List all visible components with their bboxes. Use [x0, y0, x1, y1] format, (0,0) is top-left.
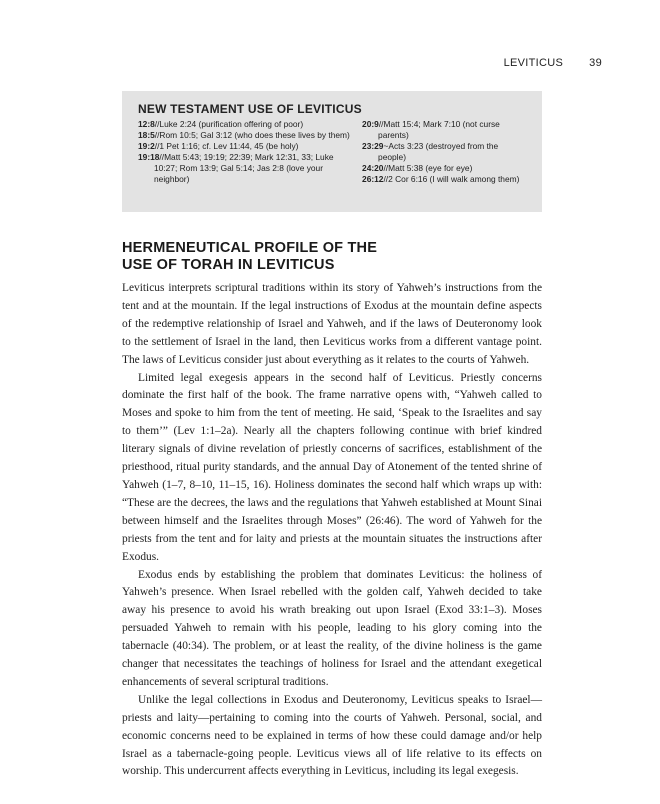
reference-text: //Luke 2:24 (purification offering of poor) [154, 119, 304, 129]
nt-use-sidebar [122, 91, 542, 212]
reference-text: //2 Cor 6:16 (I will walk among them) [383, 174, 520, 184]
reference-entry [362, 141, 528, 163]
reference-entry [138, 141, 356, 152]
reference-text: ~Acts 3:23 (destroyed from the people) [378, 141, 499, 162]
reference-verse: 12:8 [138, 119, 155, 129]
body-paragraph: Exodus ends by establishing the problem that dominates Leviticus: the holiness of Yahweh’s presence. When Israel rebelled with the golden calf, Yahweh decided to take away his presence to avoid his wrath breaking out upon Israel (Exod 33:1–3). Moses persuaded Yahweh to remain with his people, leading to his glory coming into the tabernacle (40:34). The problem, or at least the reality, of the divine holiness is the game changer that necessitates the teachings of holiness for Israel and the attendant exegetical enhancements of several scriptural traditions. [122, 568, 542, 688]
body-text [122, 280, 542, 781]
reference-verse: 20:9 [362, 119, 379, 129]
body-paragraph: Leviticus interprets scriptural traditions within its story of Yahweh’s instructions from the tent and at the mountain. If the legal instructions of Exodus at the mountain define aspects of the redemptive relationship of Israel and Yahweh, and if the laws of Deuteronomy look to the settlement of Israel in the land, then Leviticus works from a different vantage point. The laws of Leviticus consider just about everything as it relates to the courts of Yahweh. [122, 282, 542, 366]
reference-verse: 18:5 [138, 130, 155, 140]
running-head-title: LEVITICUS [503, 57, 564, 69]
reference-verse: 19:18 [138, 152, 160, 162]
sidebar-title: NEW TESTAMENT USE OF LEVITICUS [138, 102, 362, 116]
reference-verse: 24:20 [362, 163, 384, 173]
reference-entry [362, 174, 528, 185]
reference-verse: 23:29 [362, 141, 384, 151]
running-head [504, 57, 602, 69]
reference-entry [138, 119, 356, 130]
section-heading-line2: USE OF TORAH IN LEVITICUS [122, 257, 335, 273]
reference-text: //Rom 10:5; Gal 3:12 (who does these lives by them) [154, 130, 350, 140]
page-number: 39 [589, 57, 602, 69]
reference-text: //1 Pet 1:16; cf. Lev 11:44, 45 (be holy) [154, 141, 299, 151]
body-paragraph: Limited legal exegesis appears in the second half of Leviticus. Priestly concerns dominate the first half of the book. The frame narrative opens with, “Yahweh called to Moses and spoke to him from the tent of meeting. He said, ‘Speak to the Israelites and say to them’” (Lev 1:1–2a). Nearly all the chapters following continue with brief kindred literary signals of divine revelation of priestly concerns of sacrifices, establishment of the priesthood, ritual purity standards, and the annual Day of Atonement of the tented shrine of Yahweh (1–7, 8–10, 11–15, 16). Holiness dominates the second half which wraps up with: “These are the decrees, the laws and the regulations that Yahweh established at Mount Sinai between himself and the Israelites through Moses” (26:46). The word of Yahweh for the priests from the tent and for laity and priests at the mountain situates the instructions after Exodus. [122, 371, 542, 563]
reference-entry [138, 130, 356, 141]
reference-verse: 19:2 [138, 141, 155, 151]
reference-entry [138, 152, 356, 185]
reference-verse: 26:12 [362, 174, 384, 184]
sidebar-right-column [362, 119, 528, 185]
reference-text: //Matt 5:43; 19:19; 22:39; Mark 12:31, 33; Luke 10:27; Rom 13:9; Gal 5:14; Jas 2:8 (love your neighbor) [154, 152, 334, 184]
reference-text: //Matt 5:38 (eye for eye) [383, 163, 473, 173]
sidebar-left-column [138, 119, 356, 185]
section-heading-line1: HERMENEUTICAL PROFILE OF THE [122, 240, 378, 256]
section-heading [122, 240, 542, 274]
body-paragraph: Unlike the legal collections in Exodus and Deuteronomy, Leviticus speaks to Israel—priests and laity—pertaining to coming into the courts of Yahweh. Personal, social, and economic concerns need to be explained in terms of how these could damage and/or help Israel as a tabernacle-going people. Leviticus views all of life relative to its effects on worship. This undercurrent affects everything in Leviticus, including its legal exegesis. [122, 693, 542, 778]
reference-text: //Matt 15:4; Mark 7:10 (not curse parents) [378, 119, 500, 140]
reference-entry [362, 163, 528, 174]
reference-entry [362, 119, 528, 141]
